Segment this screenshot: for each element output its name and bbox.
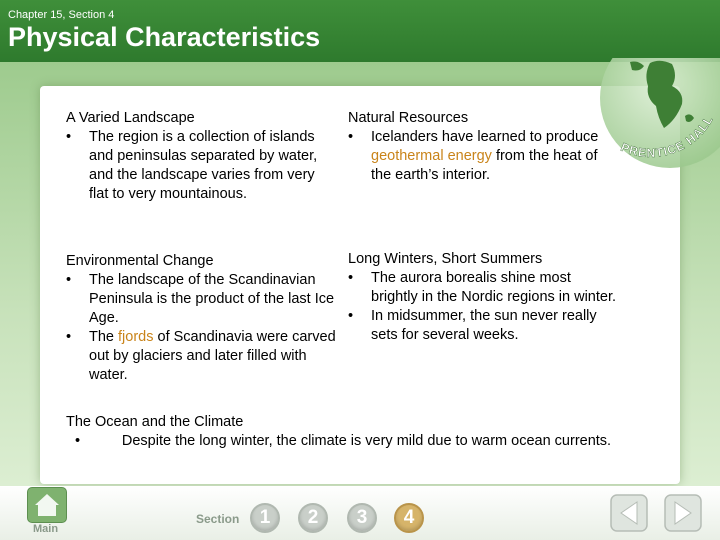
bullet-text: from the heat of the earth’s interior.: [371, 148, 598, 183]
natural-resources-block: [348, 109, 608, 185]
bullet-text: of Scandinavia were carved out by glaciers and later filled with water.: [89, 329, 336, 383]
long-winters-bullet-1: • The aurora borealis shine most brightly in the Nordic regions in winter.: [348, 269, 618, 307]
section-1-button[interactable]: 1: [250, 503, 280, 533]
ocean-climate-heading: The Ocean and the Climate: [66, 414, 244, 430]
main-button[interactable]: [27, 487, 67, 535]
natural-resources-bullet: [348, 128, 608, 185]
environmental-change-heading: Environmental Change: [66, 253, 214, 269]
section-nav-label: Section: [196, 512, 240, 526]
header-bar: [0, 0, 720, 62]
section-4-button[interactable]: 4: [394, 503, 424, 533]
section-3-button[interactable]: 3: [347, 503, 377, 533]
varied-landscape-block: [66, 109, 336, 204]
varied-landscape-bullet: • The region is a collection of islands and peninsulas separated by water, and the landscape varies from very flat to very mountainous.: [66, 128, 336, 204]
ocean-climate-block: [66, 413, 626, 451]
long-winters-block: [348, 250, 618, 345]
ocean-climate-bullet: • Despite the long winter, the climate is very mild due to warm ocean currents.: [75, 432, 626, 451]
home-icon: [27, 487, 67, 523]
fjords-term[interactable]: fjords: [118, 329, 154, 345]
page-title: Physical Characteristics: [8, 22, 321, 52]
section-2-button[interactable]: 2: [298, 503, 328, 533]
varied-landscape-heading: A Varied Landscape: [66, 110, 195, 126]
long-winters-bullet-2: • In midsummer, the sun never really sets for several weeks.: [348, 307, 618, 345]
next-arrow-icon[interactable]: [664, 494, 702, 532]
bullet-text: The: [89, 329, 119, 345]
natural-resources-heading: Natural Resources: [348, 110, 469, 126]
chapter-section-label: Chapter 15, Section 4: [8, 9, 115, 21]
long-winters-heading: Long Winters, Short Summers: [348, 251, 543, 267]
previous-arrow-icon[interactable]: [610, 494, 648, 532]
environmental-change-block: [66, 252, 336, 385]
environmental-change-bullet-1: • The landscape of the Scandinavian Peninsula is the product of the last Ice Age.: [66, 271, 336, 328]
logo-text: PRENTICE HALL: [618, 112, 717, 161]
main-label: Main: [33, 523, 59, 535]
environmental-change-bullet-2: [66, 328, 336, 385]
bullet-text: Icelanders have learned to produce: [371, 129, 599, 145]
geothermal-energy-term[interactable]: geothermal energy: [371, 148, 492, 164]
